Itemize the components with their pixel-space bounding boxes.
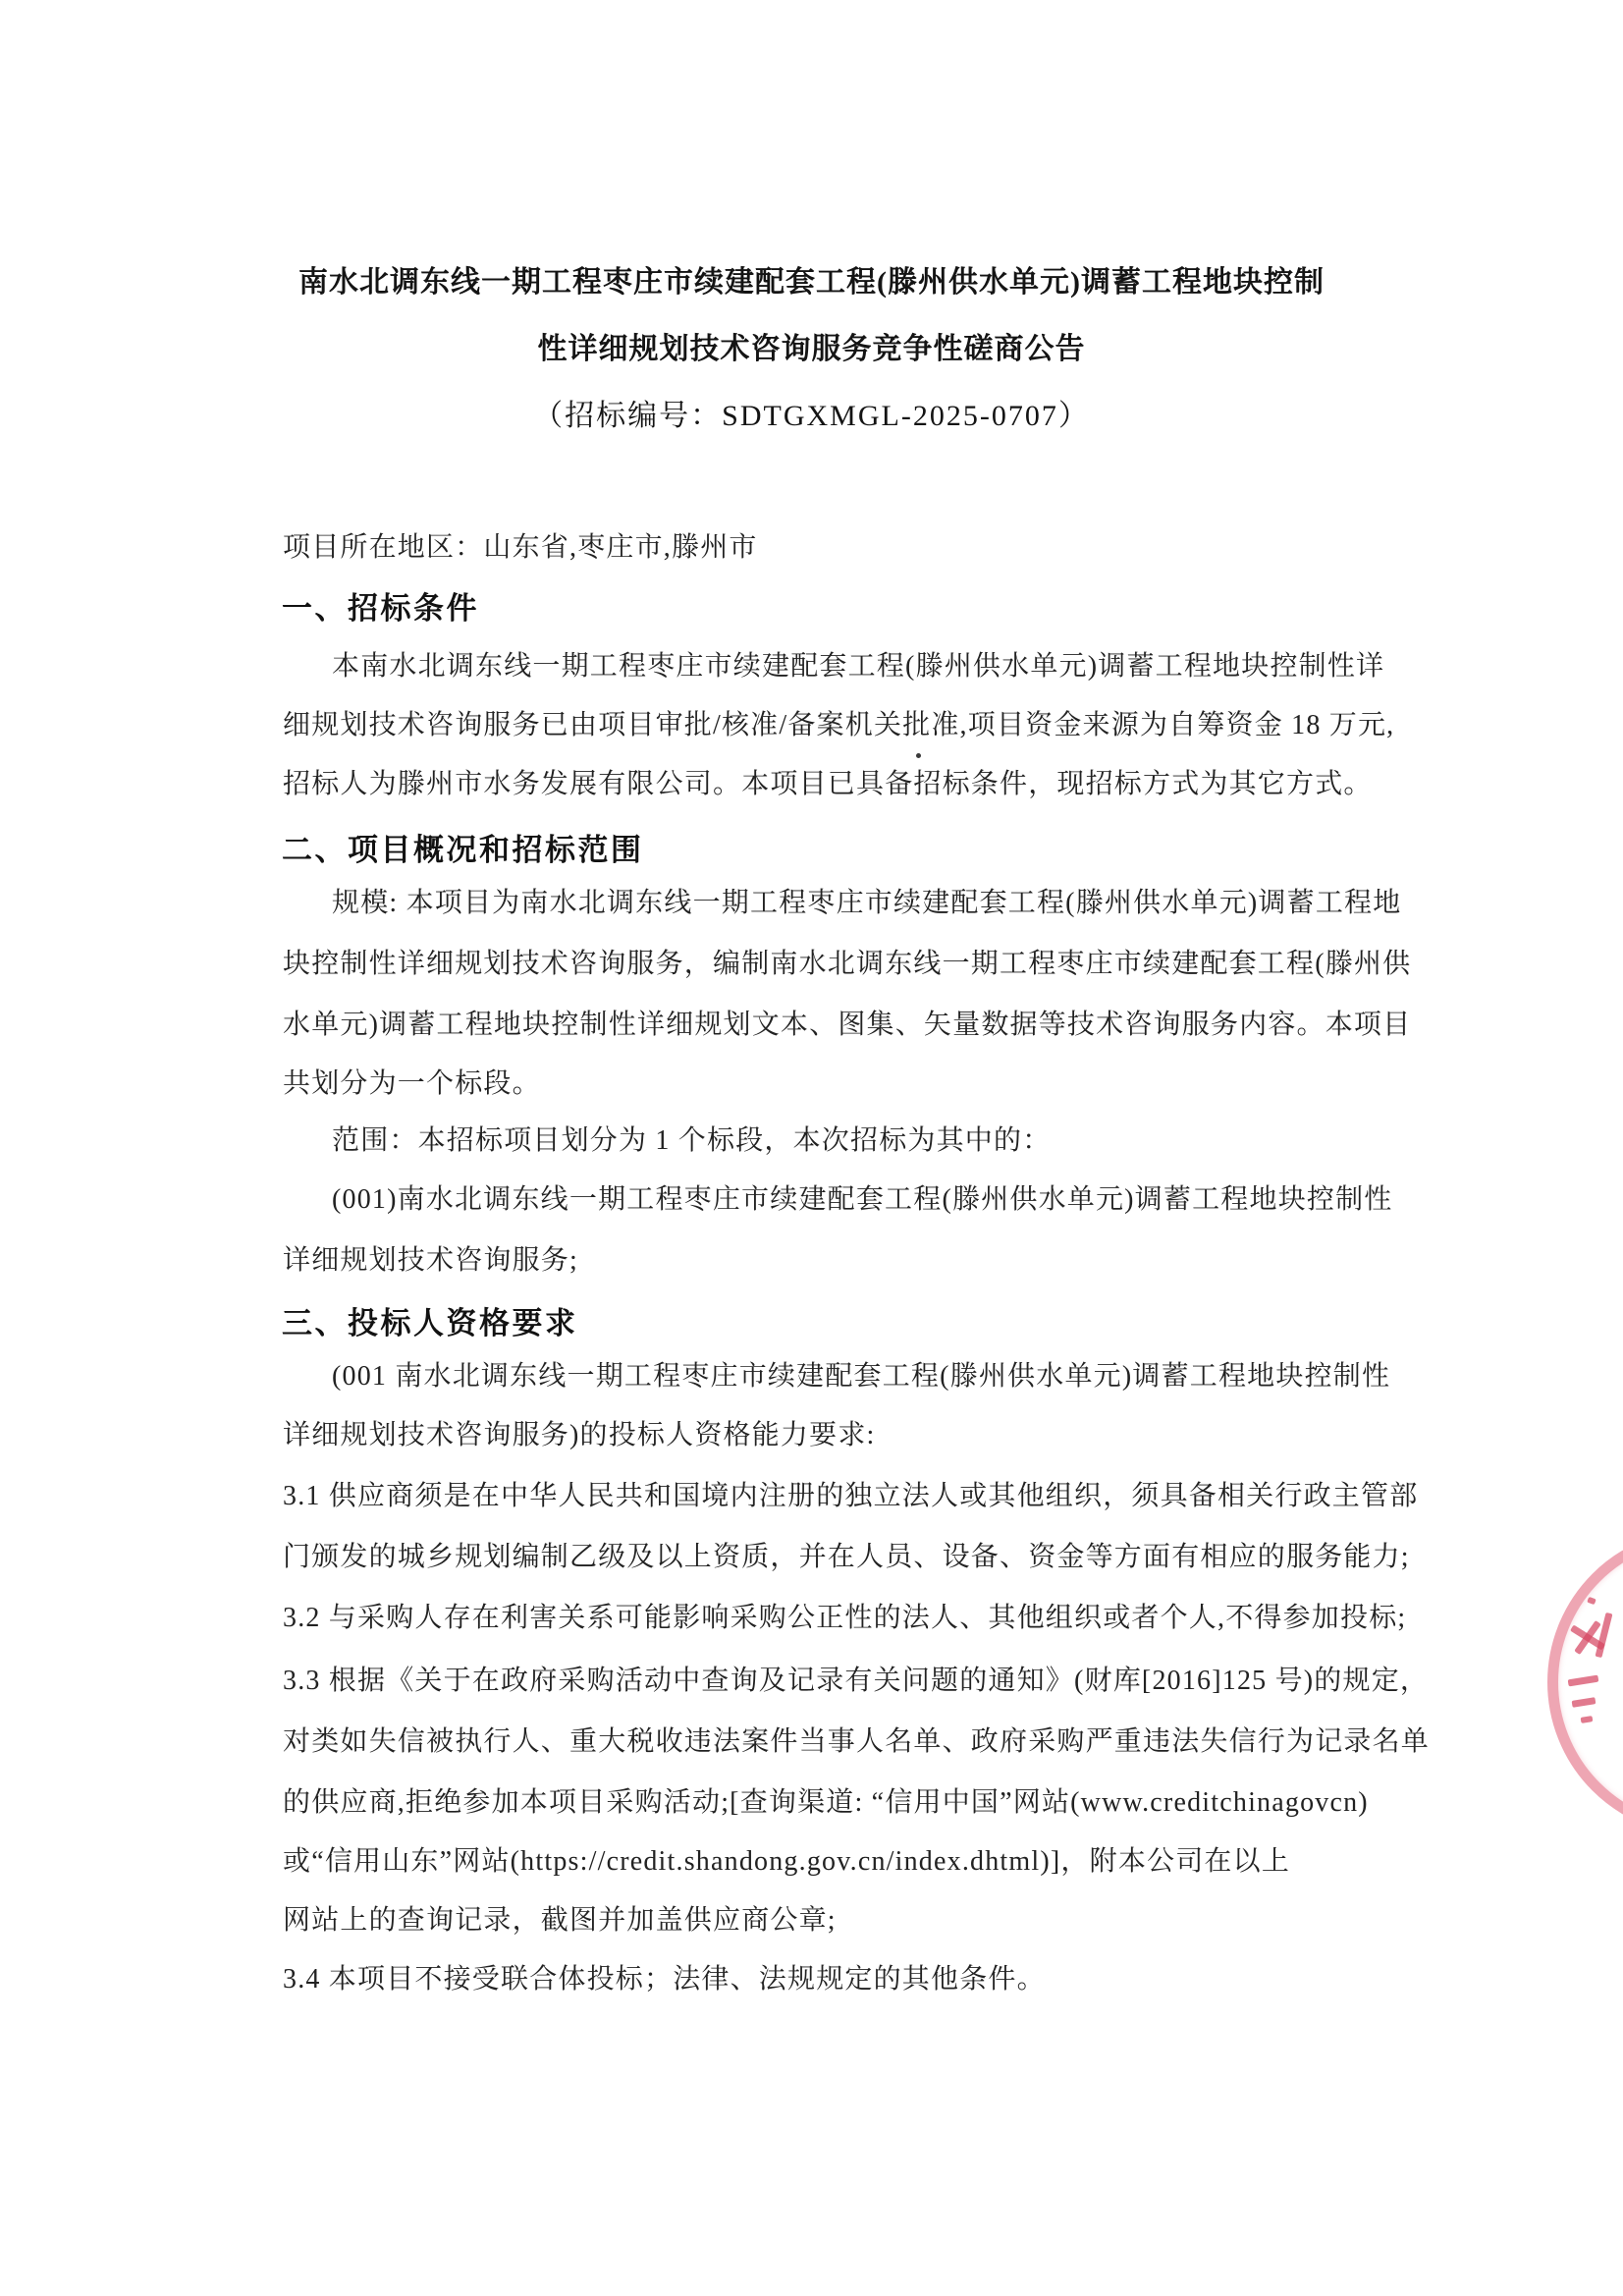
- project-location-line: 项目所在地区：山东省,枣庄市,滕州市: [283, 532, 758, 563]
- s2-scale-line-1: 规模: 本项目为南水北调东线一期工程枣庄市续建配套工程(滕州供水单元)调蓄工程地: [332, 888, 1402, 918]
- s1-para-line-3: 招标人为滕州市水务发展有限公司。本项目已具备招标条件，现招标方式为其它方式。: [283, 769, 1373, 799]
- s2-scale-line-4: 共划分为一个标段。: [283, 1068, 541, 1099]
- s1-para-line-1: 本南水北调东线一期工程枣庄市续建配套工程(滕州供水单元)调蓄工程地块控制性详: [332, 651, 1385, 682]
- section-2-heading: 二、项目概况和招标范围: [282, 833, 644, 867]
- s3-intro-line-1: (001 南水北调东线一期工程枣庄市续建配套工程(滕州供水单元)调蓄工程地块控制性: [332, 1361, 1391, 1392]
- s3-item-3-3-line-4: 或“信用山东”网站(https://credit.shandong.gov.cn/index.dhtml)]，附本公司在以上: [283, 1846, 1291, 1877]
- s3-item-3-3-line-3: 的供应商,拒绝参加本项目采购活动;[查询渠道: “信用中国”网站(www.creditchinagovcn): [283, 1787, 1369, 1818]
- s3-item-3-3-line-2: 对类如失信被执行人、重大税收违法案件当事人名单、政府采购严重违法失信行为记录名单: [283, 1726, 1431, 1757]
- scan-artifact-dot: [916, 753, 921, 758]
- s3-item-3-2-line: 3.2 与采购人存在利害关系可能影响采购公正性的法人、其他组织或者个人,不得参加投标;: [283, 1603, 1407, 1633]
- title-line-1: 南水北调东线一期工程枣庄市续建配套工程(滕州供水单元)调蓄工程地块控制: [298, 266, 1325, 299]
- s3-item-3-3-line-5: 网站上的查询记录，截图并加盖供应商公章;: [283, 1905, 837, 1936]
- s3-item-3-1-line-2: 门颁发的城乡规划编制乙级及以上资质，并在人员、设备、资金等方面有相应的服务能力;: [283, 1542, 1410, 1572]
- s2-scale-line-2: 块控制性详细规划技术咨询服务，编制南水北调东线一期工程枣庄市续建配套工程(滕州供: [283, 949, 1412, 979]
- s3-item-3-4-line: 3.4 本项目不接受联合体投标；法律、法规规定的其他条件。: [283, 1964, 1046, 1995]
- s2-scale-line-3: 水单元)调蓄工程地块控制性详细规划文本、图集、矢量数据等技术咨询服务内容。本项目: [283, 1010, 1412, 1040]
- title-line-2: 性详细规划技术咨询服务竞争性磋商公告: [537, 333, 1086, 365]
- s2-lot-line-1: (001)南水北调东线一期工程枣庄市续建配套工程(滕州供水单元)调蓄工程地块控制性: [332, 1184, 1393, 1215]
- section-1-heading: 一、招标条件: [282, 591, 479, 626]
- s3-item-3-3-line-1: 3.3 根据《关于在政府采购活动中查询及记录有关问题的通知》(财库[2016]125 号)的规定，: [283, 1666, 1430, 1696]
- s3-intro-line-2: 详细规划技术咨询服务)的投标人资格能力要求:: [283, 1420, 876, 1450]
- s2-lot-line-2: 详细规划技术咨询服务;: [283, 1245, 578, 1276]
- s3-item-3-1-line-1: 3.1 供应商须是在中华人民共和国境内注册的独立法人或其他组织，须具备相关行政主管部: [283, 1481, 1419, 1511]
- s2-scope-line: 范围：本招标项目划分为 1 个标段，本次招标为其中的：: [332, 1125, 1052, 1156]
- section-3-heading: 三、投标人资格要求: [282, 1306, 578, 1340]
- tender-number-line: （招标编号：SDTGXMGL-2025-0707）: [533, 400, 1090, 432]
- s1-para-line-2: 细规划技术咨询服务已由项目审批/核准/备案机关批准,项目资金来源为自筹资金 18 万元,: [283, 710, 1395, 740]
